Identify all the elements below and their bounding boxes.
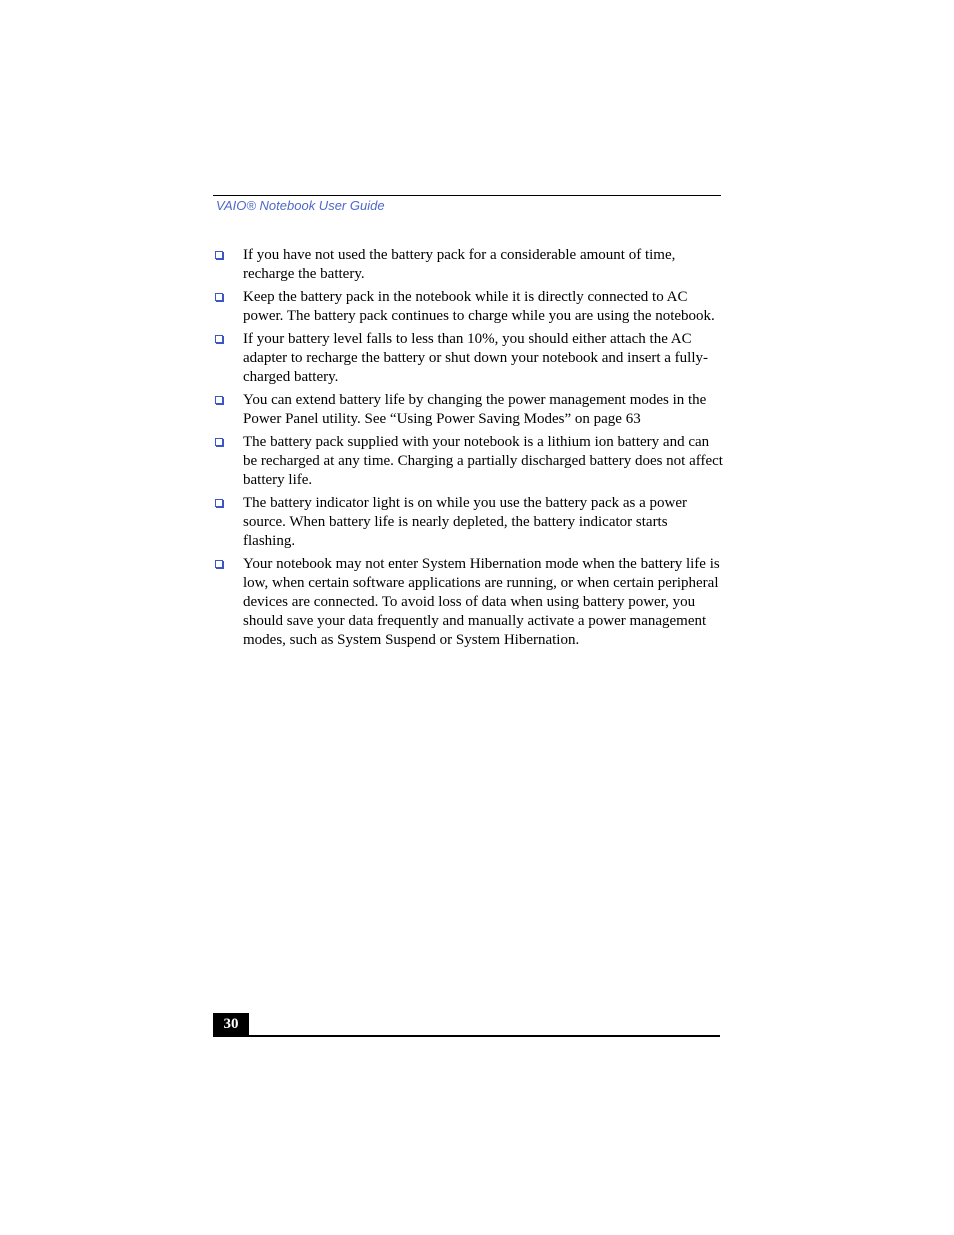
list-item-text: You can extend battery life by changing the power management modes in the Power Panel utility. See “Using Power Saving Modes” on page 63 bbox=[243, 392, 707, 427]
checkbox-bullet-icon bbox=[215, 251, 223, 259]
list-item-text: The battery indicator light is on while you use the battery pack as a power source. When battery life is nearly depleted, the battery indicator starts flashing. bbox=[243, 495, 688, 549]
checkbox-bullet-icon bbox=[215, 396, 223, 404]
list-item-text: The battery pack supplied with your notebook is a lithium ion battery and can be recharged at any time. Charging a partially discharged battery does not affect battery life. bbox=[243, 434, 723, 488]
header-rule bbox=[213, 195, 721, 196]
list-item-text: If you have not used the battery pack for a considerable amount of time, recharge the battery. bbox=[243, 247, 676, 282]
checkbox-bullet-icon bbox=[215, 335, 223, 343]
checkbox-bullet-icon bbox=[215, 293, 223, 301]
page-number: 30 bbox=[213, 1013, 249, 1036]
list-item bbox=[213, 391, 723, 429]
checkbox-bullet-icon bbox=[215, 438, 223, 446]
list-item bbox=[213, 433, 723, 490]
footer-rule bbox=[213, 1035, 720, 1037]
checkbox-bullet-icon bbox=[215, 499, 223, 507]
list-item bbox=[213, 555, 723, 650]
list-item bbox=[213, 246, 723, 284]
running-header: VAIO® Notebook User Guide bbox=[216, 198, 385, 213]
checkbox-bullet-icon bbox=[215, 560, 223, 568]
bullet-list bbox=[213, 246, 723, 654]
list-item-text: Keep the battery pack in the notebook while it is directly connected to AC power. The battery pack continues to charge while you are using the notebook. bbox=[243, 289, 715, 324]
list-item bbox=[213, 494, 723, 551]
list-item-text: If your battery level falls to less than 10%, you should either attach the AC adapter to recharge the battery or shut down your notebook and insert a fully-charged battery. bbox=[243, 331, 708, 385]
list-item-text: Your notebook may not enter System Hibernation mode when the battery life is low, when certain software applications are running, or when certain peripheral devices are connected. To avoid loss of data when using battery power, you should save your data frequently and manually activate a power management modes, such as System Suspend or System Hibernation. bbox=[243, 556, 720, 648]
list-item bbox=[213, 330, 723, 387]
list-item bbox=[213, 288, 723, 326]
